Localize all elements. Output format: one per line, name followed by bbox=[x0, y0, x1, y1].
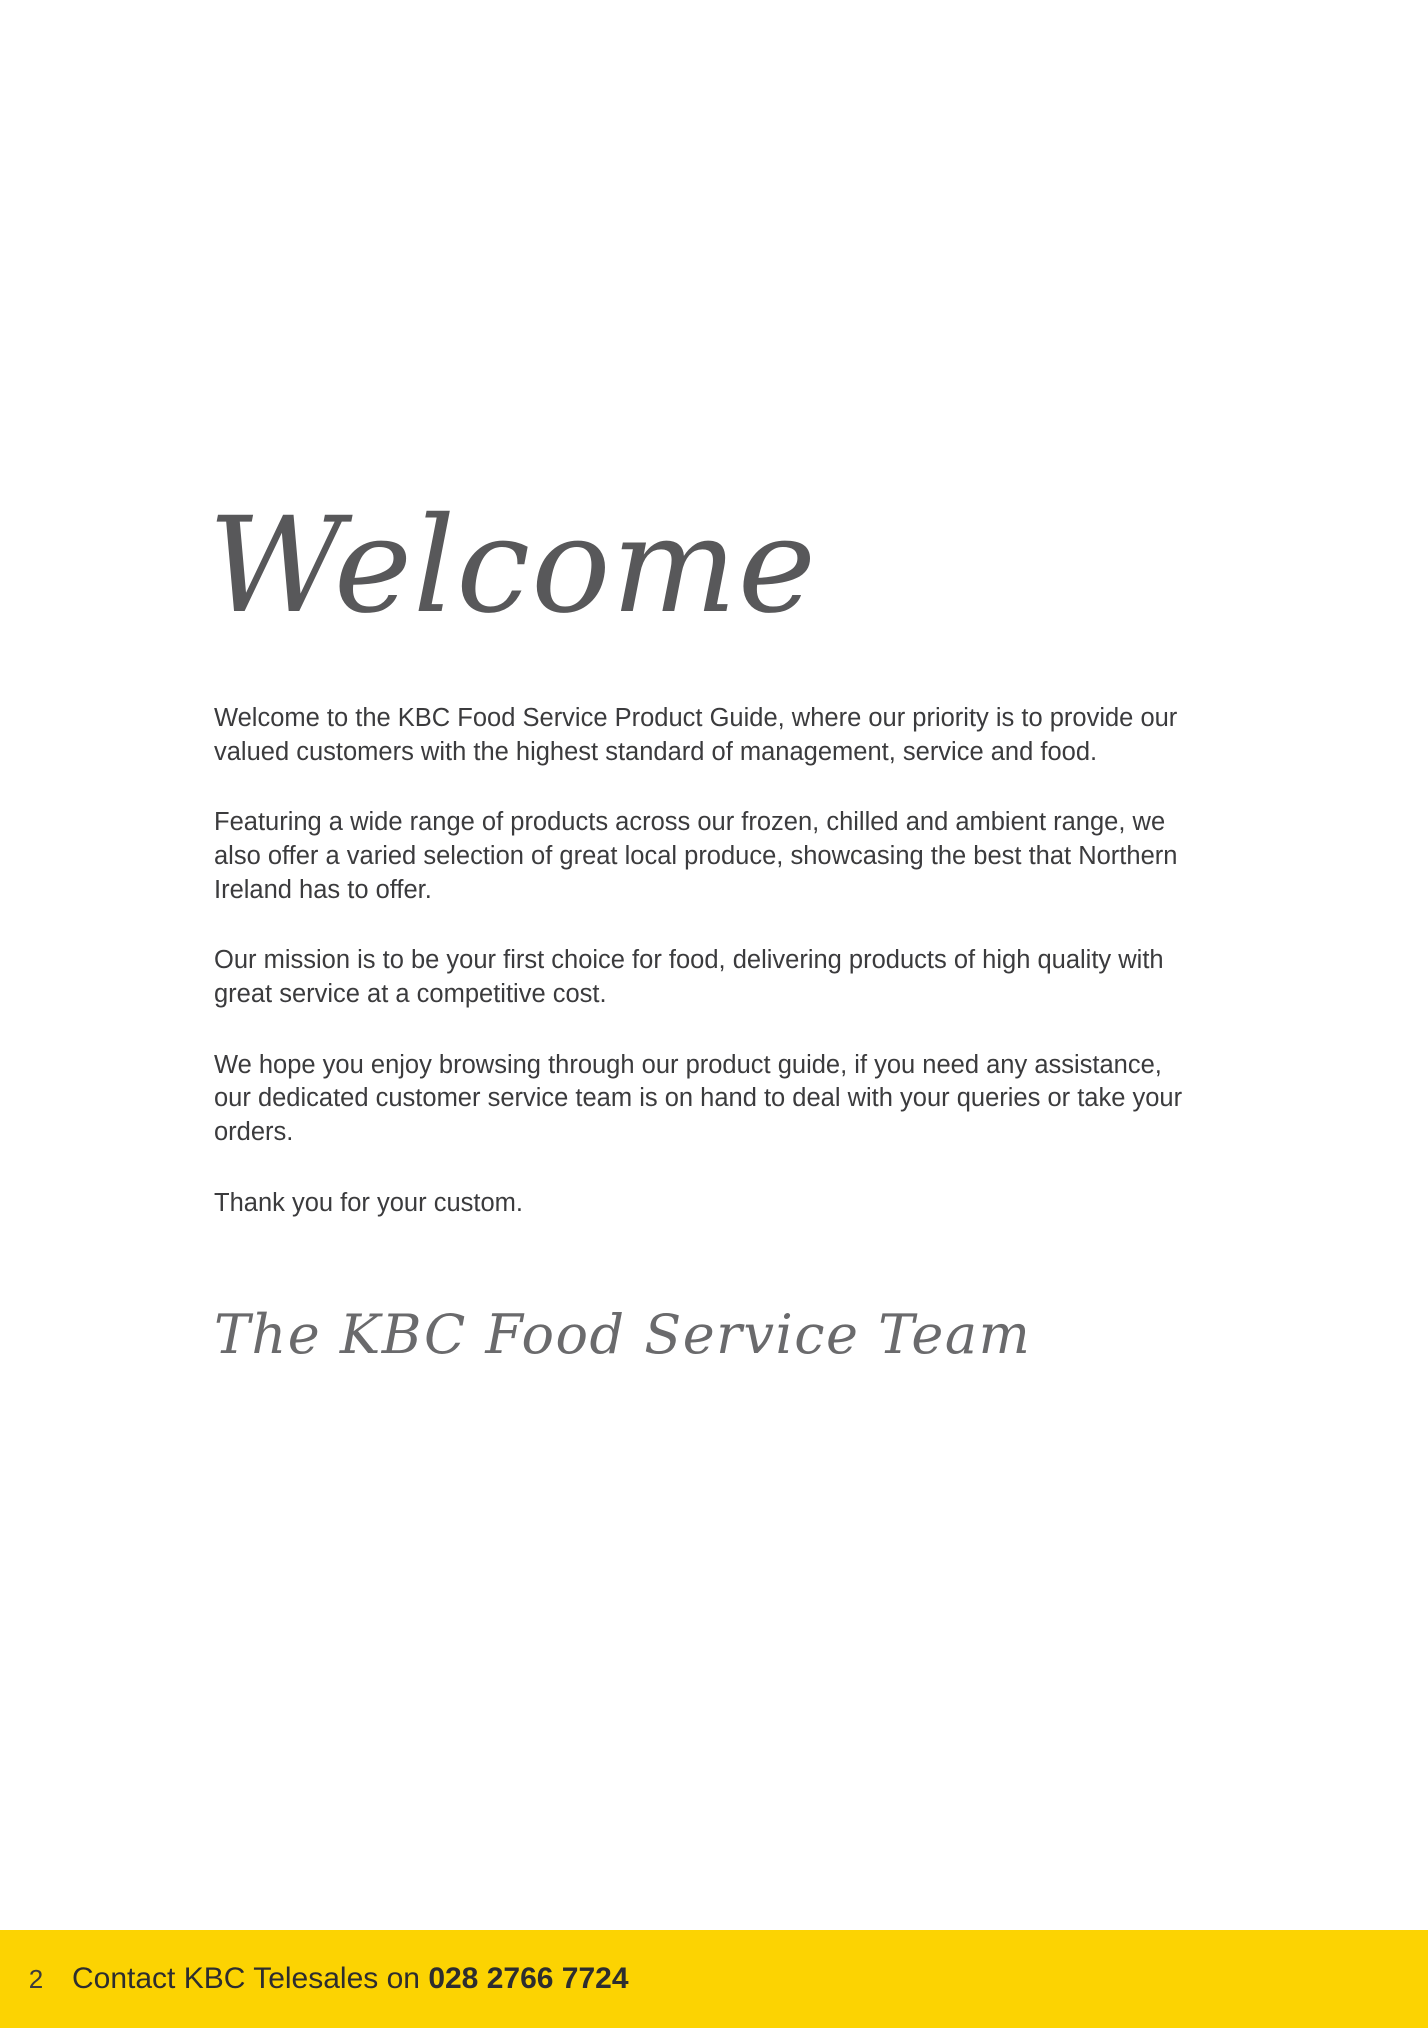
page-content bbox=[208, 489, 1214, 1367]
paragraph-1: Welcome to the KBC Food Service Product Guide, where our priority is to provide our valued customers with the highest standard of management, service and food. bbox=[214, 704, 1178, 766]
footer-contact-prefix: Contact KBC Telesales on bbox=[72, 1962, 429, 1995]
welcome-body-copy bbox=[214, 702, 1214, 1220]
paragraph-4: We hope you enjoy browsing through our product guide, if you need any assistance, our dedicated customer service team is on hand to deal with your queries or take your orders. bbox=[214, 1050, 1183, 1146]
signoff-text: The KBC Food Service Team bbox=[214, 1303, 1032, 1367]
footer-contact-text bbox=[72, 1962, 1428, 1996]
paragraph-5: Thank you for your custom. bbox=[214, 1188, 523, 1217]
page-title: Welcome bbox=[208, 489, 817, 643]
telesales-phone-number: 028 2766 7724 bbox=[428, 1962, 629, 1995]
paragraph-3: Our mission is to be your first choice for food, delivering products of high quality with great service at a competitive cost. bbox=[214, 946, 1164, 1008]
page-number: 2 bbox=[28, 1963, 44, 1994]
paragraph-2: Featuring a wide range of products across our frozen, chilled and ambient range, we also offer a varied selection of great local produce, showcasing the best that Northern Ireland has to offer. bbox=[214, 808, 1178, 904]
footer-bar bbox=[0, 1930, 1428, 2028]
